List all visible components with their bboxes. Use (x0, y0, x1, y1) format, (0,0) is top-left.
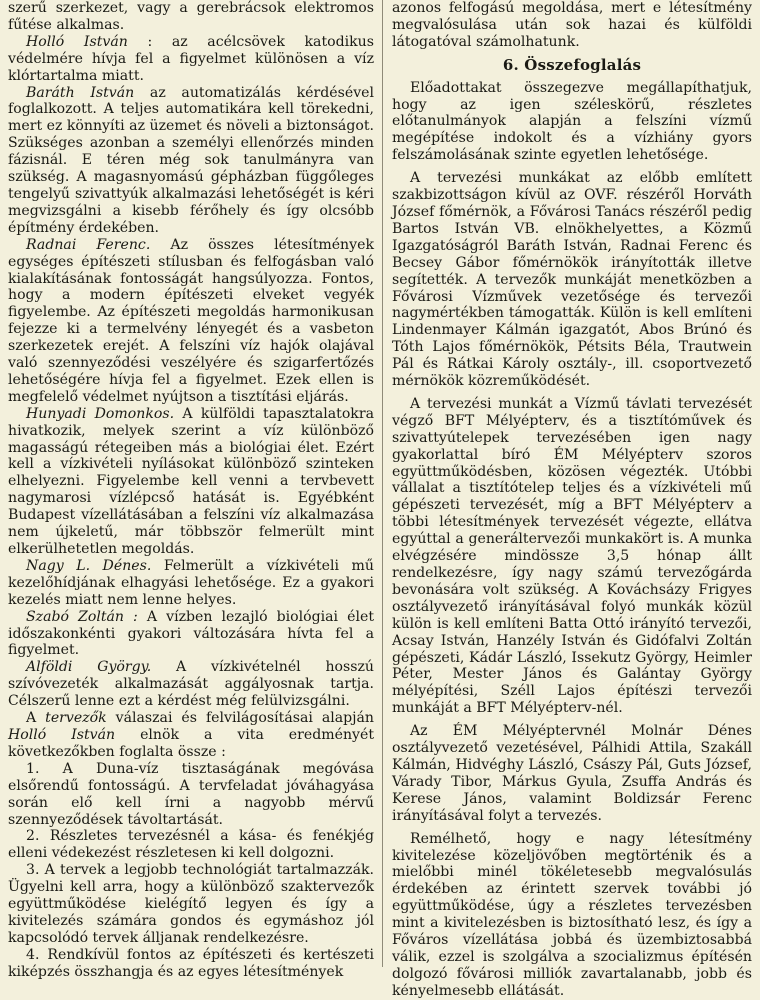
paragraph (8, 609, 374, 660)
list-item: 4. Rendkívül fontos az építészeti és kertészeti kiképzés összhangja és az egyes létesítmények (8, 946, 374, 980)
paragraph: A tervezési munkát a Vízmű távlati tervezését végző BFT Mélyépterv, és a tisztítóművek és szivattyútelepek tervezésében igen nagy gyakorlattal bíró ÉM Mélyépterv szoros együttműködésben, közösen végezték. Utóbbi vállalat a tisztítótelep teljes és a vízkivételi mű gépészeti tervezését, míg a BFT Mélyépterv a többi létesítmények tervezését végezte, ellátva egyúttal a generáltervezői munkakört is. A munka elvégzésére mindössze 3,5 hónap állt rendelkezésre, így nagy számú tervezőgárda bevonására volt szükség. A Kováchsázy Frigyes osztályvezető irányításával folyó munkák közül külön is kell említeni Batta Ottó irányító tervezői, Acsay István, Hanzély István és Gidófalvi Zoltán gépészeti, Kádár László, Issekutz György, Heimler Péter, Mester János és Galántay György mélyépítési, Széll Lajos építészi tervezői munkáját a BFT Mélyépterv-nél. (392, 395, 752, 717)
speaker-name: Radnai Ferenc. (26, 236, 151, 253)
paragraph: Az ÉM Mélyéptervnél Molnár Dénes osztályvezető vezetésével, Pálhidi Attila, Szakáll Kálmán, Hidvéghy László, Császy Pál, Guts József, Várady Tibor, Márkus Gyula, Zsuffa András és Kerese János, valamint Boldizsár Ferenc irányításával folyt a tervezés. (392, 723, 752, 824)
paragraph-text: elnök a vita eredményét következőkben foglalta össze : (8, 726, 374, 760)
speaker-name: Szabó Zoltán : (26, 608, 138, 625)
column-divider (382, 0, 383, 967)
paragraph: A tervezési munkákat az előbb említett szakbizottságon kívül az OVF. részéről Horváth József főmérnök, a Fővárosi Tanács részéről pedig Bartos István VB. elnökhelyettes, a Közmű Igazgatóságról Baráth István, Radnai Ferenc és Becsey Gábor főmérnökök irányították illetve segítették. A tervezők munkáját menetközben a Fővárosi Vízművek vezetősége és tervezői nagymértékben támogatták. Külön is kell említeni Lindenmayer Kálmán igazgatót, Abos Brúnó és Tóth Lajos főmérnökök, Pétsits Béla, Trautwein Pál és Rátkai Károly osztály-, ill. csoportvezető mérnökök közreműködését. (392, 170, 752, 390)
paragraph-text: : az acélcsövek katodikus védelmére hívja fel a figyelmet különösen a víz klórtartalma miatt. (8, 33, 374, 84)
speaker-name: Baráth István (26, 84, 135, 101)
paragraph (8, 237, 374, 406)
list-item: 3. A tervek a legjobb technológiát tartalmazzák. Ügyelni kell arra, hogy a különböző szaktervezők együttműködése kielégítő legyen és így a kivitelezés számára gondos és egymáshoz jól kapcsolódó tervek álljanak rendelkezésre. (8, 862, 374, 946)
paragraph (8, 710, 374, 761)
paragraph (8, 85, 374, 237)
paragraph-text: A vízben lezajló biológiai élet időszakonkénti gyakori változására hívta fel a figyelmet. (8, 608, 374, 659)
paragraph: szerű szerkezet, vagy a gerebrácsok elektromos fűtése alkalmas. (8, 0, 374, 33)
speaker-name: Holló István (8, 726, 116, 743)
emphasis-text: tervezők (45, 710, 107, 727)
paragraph-text: Felmerült a vízkivételi mű kezelőhídjának elhagyási lehetősége. Ez a gyakori kezelés miatt nem lenne helyes. (8, 557, 374, 608)
paragraph: Remélhető, hogy e nagy létesítmény kivitelezése közeljövőben megtörténik és a mielőbbi minél tökéletesebb megvalósulás érdekében az érintett szervek további jó együttműködése, úgy a részletes tervezésben mint a kivitelezésben is biztosítható lesz, és így a Főváros vízellátása jobbá és üzembiztosabbá válik, ezzel is szolgálva a szocializmus építésén dolgozó fővárosi milliók zavartalanabb, jobb és kényelmesebb ellátását. (392, 830, 752, 999)
paragraph-text: Az összes létesítmények egységes építészeti stílusban és felfogásban való kialakításának fontosságát hangsúlyozza. Fontos, hogy a modern építészeti elveket vegyék figyelembe. Az építészeti megoldás harmonikusan fejezze ki a termelvény lényegét és a vasbeton szerkezetek erejét. A felszíni víz hajók olajával való szennyeződési veszélyére és szigarfertőzés lehetőségére hívja fel a figyelmet. Ezek ellen is megfelelő védelmet nyújtson a tisztítási eljárás. (8, 236, 374, 405)
paragraph-text: válaszai és felvilágosításai alapján (115, 710, 375, 727)
paragraph: azonos felfogású megoldása, mert e létesítmény megvalósulása után sok hazai és külföldi látogatóval számolhatunk. (392, 0, 752, 50)
speaker-name: Alföldi György. (26, 659, 152, 676)
paragraph (8, 659, 374, 710)
paragraph: Előadottakat összegezve megállapíthatjuk, hogy az igen széleskörű, részletes előtanulmányok alapján a felszíni vízmű megépítése indokolt és a vízhiány gyors felszámolásának szinte egyetlen lehetősége. (392, 79, 752, 164)
speaker-name: Holló István (26, 33, 128, 50)
speaker-name: Nagy L. Dénes. (26, 557, 152, 574)
paragraph-text: A külföldi tapasztalatokra hivatkozik, melyek szerint a víz különböző magasságú rétegeiben más a biológiai élet. Ezért kell a vízkivételi nyílásokat különböző szinteken elhelyezni. Figyelembe kell venni a tervbevett nagymarosi vízlépcső hatását is. Egyébként Budapest vízellátásában a felszíni víz alkalmazása nem újkeletű, már többször felmerült mint elkerülhetetlen megoldás. (8, 405, 374, 557)
paragraph (8, 406, 374, 558)
list-item: 2. Részletes tervezésnél a kása- és fenékjég elleni védekezést részletesen ki kell dolgozni. (8, 828, 374, 862)
speaker-name: Hunyadi Domonkos. (26, 405, 175, 422)
paragraph-text: A (26, 710, 37, 727)
paragraph (8, 34, 374, 85)
paragraph-text: az automatizálás kérdésével foglalkozott. A teljes automatikára kell törekedni, mert ez könnyíti az üzemet és növeli a biztonságot. Szükséges azonban a személyi ellenőrzés minden fázisnál. E téren még sok tanulmányra van szükség. A magasnyomású gépházban függőleges tengelyű szivattyúk alkalmazási lehetőségét is kéri megvizsgálni a kisebb férőhely és így olcsóbb építmény érdekében. (8, 84, 375, 236)
left-column (8, 0, 375, 980)
section-heading: 6. Összefoglalás (502, 55, 642, 74)
list-item: 1. A Duna-víz tisztaságának megóvása elsőrendű fontosságú. A tervfeladat jóváhagyása során elő kell írni a nagyobb mérvű szennyeződések távoltartását. (8, 760, 374, 828)
paragraph (8, 558, 374, 609)
right-column (392, 0, 752, 999)
paragraph-text: A vízkivételnél hosszú szívóvezeték alkalmazását aggályosnak tartja. Célszerű lenne ezt a kérdést még felülvizsgálni. (8, 659, 374, 710)
